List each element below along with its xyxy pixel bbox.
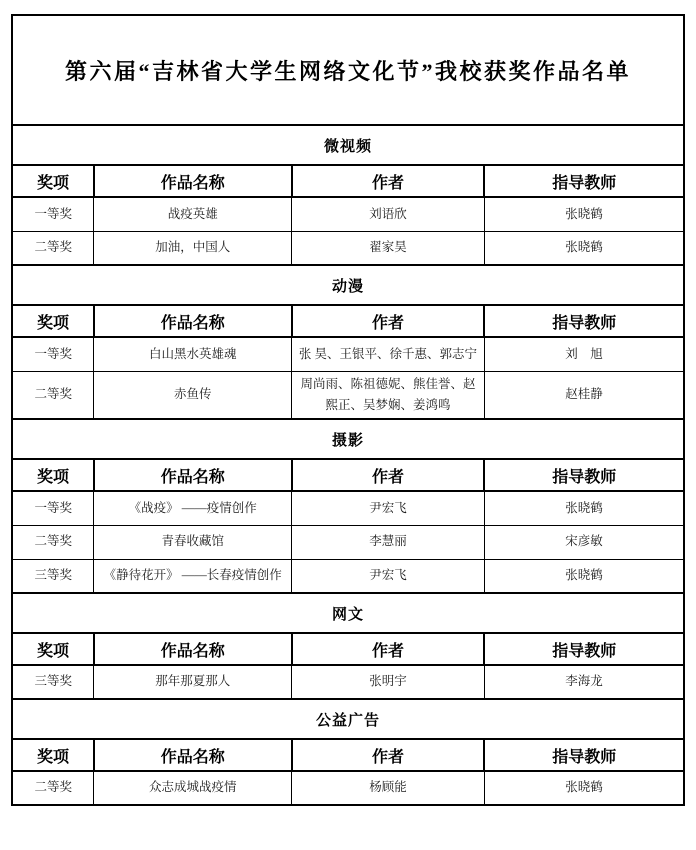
- work-cell: 《静待花开》 ——长春疫情创作: [94, 559, 292, 593]
- section-title: 摄影: [12, 419, 684, 459]
- advisor-cell: 刘 旭: [484, 337, 684, 371]
- column-header-work: 作品名称: [94, 459, 292, 491]
- work-cell: 赤鱼传: [94, 371, 292, 419]
- table-row: [12, 665, 684, 699]
- advisor-cell: 赵桂静: [484, 371, 684, 419]
- section-title-row: [12, 125, 684, 165]
- award-cell: 一等奖: [12, 491, 94, 525]
- section-title: 网文: [12, 593, 684, 633]
- award-cell: 一等奖: [12, 197, 94, 231]
- table-row: [12, 231, 684, 265]
- column-header-author: 作者: [292, 633, 485, 665]
- advisor-cell: 宋彦敏: [484, 525, 684, 559]
- work-cell: 青春收藏馆: [94, 525, 292, 559]
- advisor-cell: 李海龙: [484, 665, 684, 699]
- section-title-row: [12, 593, 684, 633]
- column-header-work: 作品名称: [94, 633, 292, 665]
- author-cell: 杨顾能: [292, 771, 485, 805]
- column-header-row: [12, 165, 684, 197]
- page-title: 第六届“吉林省大学生网络文化节”我校获奖作品名单: [12, 15, 684, 125]
- section-title: 公益广告: [12, 699, 684, 739]
- column-header-row: [12, 305, 684, 337]
- advisor-cell: 张晓鹤: [484, 771, 684, 805]
- column-header-advisor: 指导教师: [484, 633, 684, 665]
- column-header-award: 奖项: [12, 739, 94, 771]
- column-header-author: 作者: [292, 165, 485, 197]
- column-header-advisor: 指导教师: [484, 739, 684, 771]
- author-cell: 尹宏飞: [292, 559, 485, 593]
- author-cell: 李慧丽: [292, 525, 485, 559]
- section-title-row: [12, 265, 684, 305]
- award-cell: 三等奖: [12, 559, 94, 593]
- advisor-cell: 张晓鹤: [484, 231, 684, 265]
- award-cell: 二等奖: [12, 525, 94, 559]
- award-cell: 二等奖: [12, 371, 94, 419]
- table-row: [12, 559, 684, 593]
- author-cell: 张 昊、王银平、徐千惠、郭志宁: [292, 337, 485, 371]
- title-row: [12, 15, 684, 125]
- section-title: 动漫: [12, 265, 684, 305]
- work-cell: 那年那夏那人: [94, 665, 292, 699]
- section-title-row: [12, 699, 684, 739]
- column-header-row: [12, 633, 684, 665]
- column-header-work: 作品名称: [94, 165, 292, 197]
- advisor-cell: 张晓鹤: [484, 197, 684, 231]
- work-cell: 白山黑水英雄魂: [94, 337, 292, 371]
- work-cell: 战疫英雄: [94, 197, 292, 231]
- award-cell: 一等奖: [12, 337, 94, 371]
- column-header-row: [12, 739, 684, 771]
- table-row: [12, 525, 684, 559]
- table-row: [12, 197, 684, 231]
- column-header-award: 奖项: [12, 633, 94, 665]
- column-header-advisor: 指导教师: [484, 305, 684, 337]
- work-cell: 加油，中国人: [94, 231, 292, 265]
- work-cell: 《战疫》 ——疫情创作: [94, 491, 292, 525]
- award-cell: 二等奖: [12, 771, 94, 805]
- column-header-row: [12, 459, 684, 491]
- advisor-cell: 张晓鹤: [484, 559, 684, 593]
- column-header-award: 奖项: [12, 305, 94, 337]
- author-cell: 翟家昊: [292, 231, 485, 265]
- table-row: [12, 337, 684, 371]
- section-title: 微视频: [12, 125, 684, 165]
- awards-table: [11, 14, 685, 806]
- table-row: [12, 771, 684, 805]
- column-header-award: 奖项: [12, 459, 94, 491]
- column-header-award: 奖项: [12, 165, 94, 197]
- column-header-author: 作者: [292, 305, 485, 337]
- column-header-author: 作者: [292, 459, 485, 491]
- table-row: [12, 371, 684, 419]
- table-row: [12, 491, 684, 525]
- column-header-work: 作品名称: [94, 305, 292, 337]
- section-title-row: [12, 419, 684, 459]
- award-cell: 三等奖: [12, 665, 94, 699]
- column-header-work: 作品名称: [94, 739, 292, 771]
- column-header-advisor: 指导教师: [484, 459, 684, 491]
- author-cell: 刘语欣: [292, 197, 485, 231]
- author-cell: 周尚雨、陈祖德妮、熊佳誉、赵熙正、吴梦娴、姜鸿鸣: [292, 371, 485, 419]
- column-header-advisor: 指导教师: [484, 165, 684, 197]
- author-cell: 尹宏飞: [292, 491, 485, 525]
- author-cell: 张明宇: [292, 665, 485, 699]
- award-cell: 二等奖: [12, 231, 94, 265]
- work-cell: 众志成城战疫情: [94, 771, 292, 805]
- column-header-author: 作者: [292, 739, 485, 771]
- advisor-cell: 张晓鹤: [484, 491, 684, 525]
